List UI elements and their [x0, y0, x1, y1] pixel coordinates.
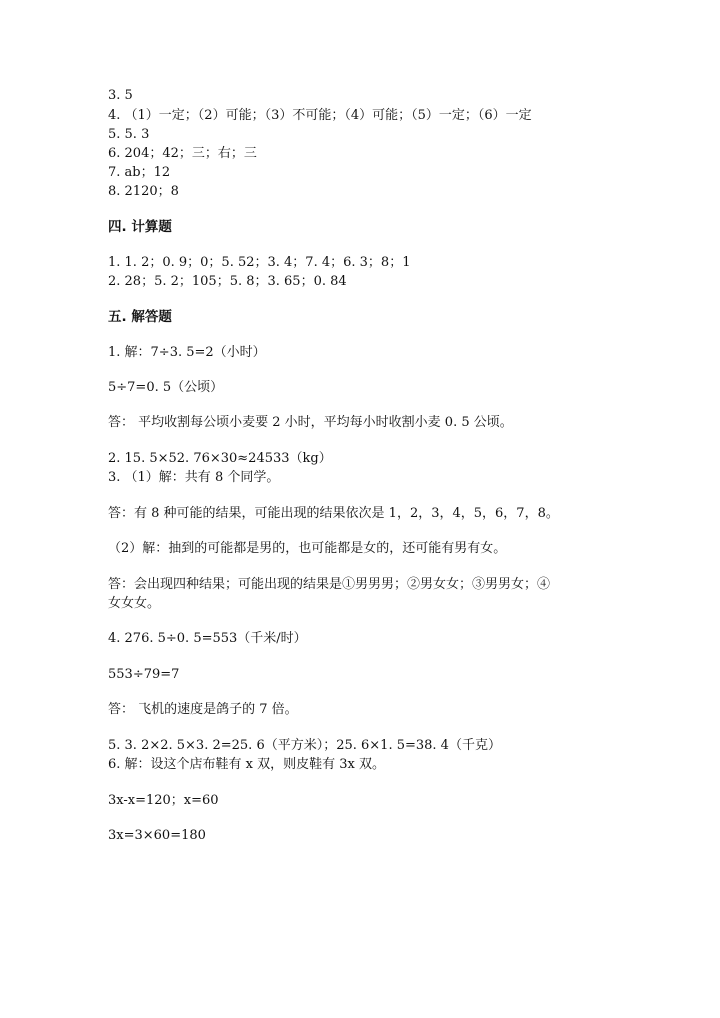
solution-4-step-1: 4. 276. 5÷0. 5=553（千米/时）	[108, 631, 307, 646]
solution-4-answer: 答： 飞机的速度是鸽子的 7 倍。	[108, 702, 298, 717]
section-title-calculation: 四. 计算题	[108, 219, 172, 235]
answer-line-8: 8. 2120；8	[108, 184, 179, 199]
solution-3-part-1: 3. （1）解：共有 8 个同学。	[108, 470, 280, 485]
section-title-solutions: 五. 解答题	[108, 309, 172, 325]
solution-1-answer: 答： 平均收割每公顷小麦要 2 小时，平均每小时收割小麦 0. 5 公顷。	[108, 415, 513, 430]
solution-1-step-2: 5÷7=0. 5（公顷）	[108, 380, 224, 395]
solution-3-answer-2-line-2: 女女女。	[108, 596, 161, 611]
answer-line-5: 5. 5. 3	[108, 127, 150, 142]
solution-3-answer-2-line-1: 答：会出现四种结果；可能出现的结果是①男男男；②男女女；③男男女；④	[108, 577, 551, 592]
solution-3-answer-1: 答：有 8 种可能的结果，可能出现的结果依次是 1，2，3，4，5，6，7，8。	[108, 506, 559, 521]
solution-6-step-2: 3x-x=120；x=60	[108, 793, 219, 808]
calc-answer-2: 2. 28；5. 2；105；5. 8；3. 65；0. 84	[108, 274, 347, 289]
solution-3-part-2: （2）解：抽到的可能都是男的，也可能都是女的，还可能有男有女。	[108, 541, 507, 556]
solution-2: 2. 15. 5×52. 76×30≈24533（kg）	[108, 451, 332, 466]
answer-line-4: 4. （1）一定；（2）可能；（3）不可能；（4）可能；（5）一定；（6）一定	[108, 108, 532, 123]
solution-6-step-3: 3x=3×60=180	[108, 828, 206, 843]
answer-line-3: 3. 5	[108, 88, 133, 103]
answer-line-7: 7. ab；12	[108, 165, 171, 180]
answer-line-6: 6. 204；42；三；右；三	[108, 146, 257, 161]
calc-answer-1: 1. 1. 2；0. 9；0；5. 52；3. 4；7. 4；6. 3；8；1	[108, 255, 411, 270]
solution-6-step-1: 6. 解：设这个店布鞋有 x 双，则皮鞋有 3x 双。	[108, 757, 385, 772]
solution-5: 5. 3. 2×2. 5×3. 2=25. 6（平方米）；25. 6×1. 5=38. 4（千克）	[108, 738, 501, 753]
solution-1-step-1: 1. 解：7÷3. 5=2（小时）	[108, 345, 266, 360]
solution-4-step-2: 553÷79=7	[108, 667, 180, 682]
